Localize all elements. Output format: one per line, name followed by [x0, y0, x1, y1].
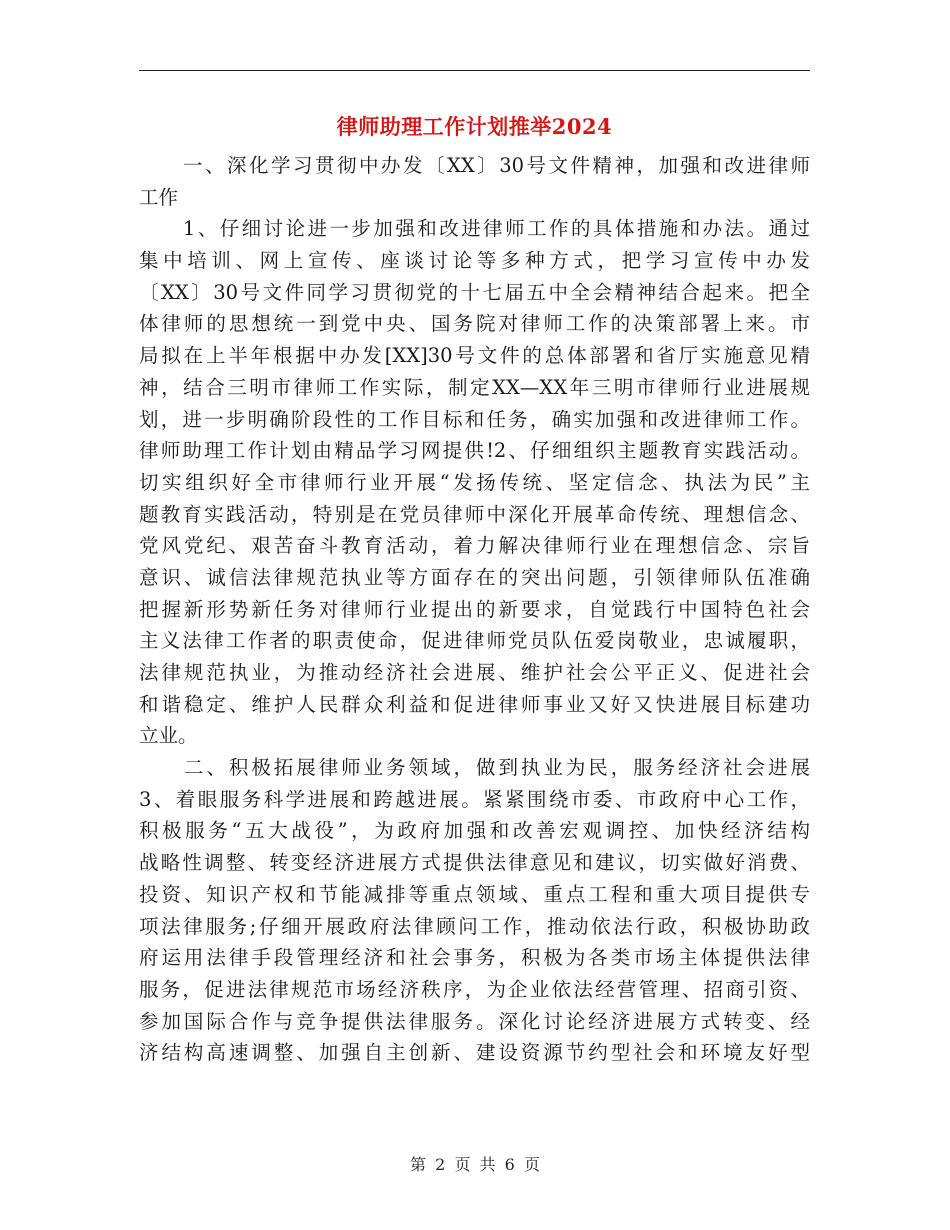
body-line: 战略性调整、转变经济进展方式提供法律意见和建议，切实做好消费、: [139, 851, 810, 875]
body-line: 体律师的思想统一到党中央、国务院对律师工作的决策部署上来。市: [139, 312, 810, 336]
body-line: 〔XX〕30号文件同学习贯彻党的十七届五中全会精神结合起来。把全: [139, 280, 810, 304]
body-line: 切实组织好全市律师行业开展“发扬传统、坚定信念、执法为民”主: [139, 470, 810, 494]
document-body: [139, 150, 810, 1069]
footer-label-page: 第: [410, 1155, 427, 1174]
body-line: 3、着眼服务科学进展和跨越进展。紧紧围绕市委、市政府中心工作，: [139, 787, 810, 811]
body-line: 主义法律工作者的职责使命，促进律师党员队伍爱岗敬业，忠诚履职，: [139, 629, 810, 653]
page-footer: [0, 1154, 950, 1176]
body-line: 把握新形势新任务对律师行业提出的新要求，自觉践行中国特色社会: [139, 597, 810, 621]
body-line: 划，进一步明确阶段性的工作目标和任务，确实加强和改进律师工作。: [139, 407, 810, 431]
body-line: 集中培训、网上宣传、座谈讨论等多种方式，把学习宣传中办发: [139, 249, 810, 273]
body-line: 服务，促进法律规范市场经济秩序，为企业依法经营管理、招商引资、: [139, 977, 810, 1001]
footer-label-gong: 共: [479, 1155, 496, 1174]
body-line: 和谐稳定、维护人民群众利益和促进律师事业又好又快进展目标建功: [139, 692, 810, 716]
body-line: 项法律服务;仔细开展政府法律顾问工作，推动依法行政，积极协助政: [139, 914, 810, 938]
document-title: 律师助理工作计划推举2024: [336, 114, 613, 139]
body-line: 法律规范执业，为推动经济社会进展、维护社会公平正义、促进社会: [139, 661, 810, 684]
body-line: 投资、知识产权和节能减排等重点领域、重点工程和重大项目提供专: [139, 882, 810, 906]
body-line: 题教育实践活动，特别是在党员律师中深化开展革命传统、理想信念、: [139, 502, 810, 526]
body-line: 神，结合三明市律师工作实际，制定XX—XX年三明市律师行业进展规: [139, 375, 810, 399]
current-page-number: 2: [435, 1155, 446, 1174]
body-line: 积极服务“五大战役”，为政府加强和改善宏观调控、加快经济结构: [139, 819, 810, 843]
body-line: 一、深化学习贯彻中办发〔XX〕30号文件精神，加强和改进律师: [139, 154, 810, 177]
body-line: 工作: [139, 185, 179, 209]
footer-label-ye-2: 页: [523, 1155, 540, 1174]
body-line: 立业。: [139, 724, 198, 748]
body-line: 1、仔细讨论进一步加强和改进律师工作的具体措施和办法。通过: [139, 217, 810, 241]
body-line: 二、积极拓展律师业务领域，做到执业为民，服务经济社会进展: [139, 756, 810, 780]
body-line: 参加国际合作与竞争提供法律服务。深化讨论经济进展方式转变、经: [139, 1009, 810, 1033]
header-rule: [139, 70, 810, 71]
total-pages-number: 6: [504, 1155, 515, 1174]
body-line: 局拟在上半年根据中办发[XX]30号文件的总体部署和省厅实施意见精: [139, 344, 810, 368]
body-line: 意识、诚信法律规范执业等方面存在的突出问题，引领律师队伍准确: [139, 565, 810, 589]
body-line: 律师助理工作计划由精品学习网提供!2、仔细组织主题教育实践活动。: [139, 439, 810, 463]
body-line: 济结构高速调整、加强自主创新、建设资源节约型社会和环境友好型: [139, 1041, 810, 1065]
body-line: 党风党纪、艰苦奋斗教育活动，着力解决律师行业在理想信念、宗旨: [139, 534, 810, 558]
body-line: 府运用法律手段管理经济和社会事务，积极为各类市场主体提供法律: [139, 946, 810, 970]
footer-label-ye: 页: [454, 1155, 471, 1174]
